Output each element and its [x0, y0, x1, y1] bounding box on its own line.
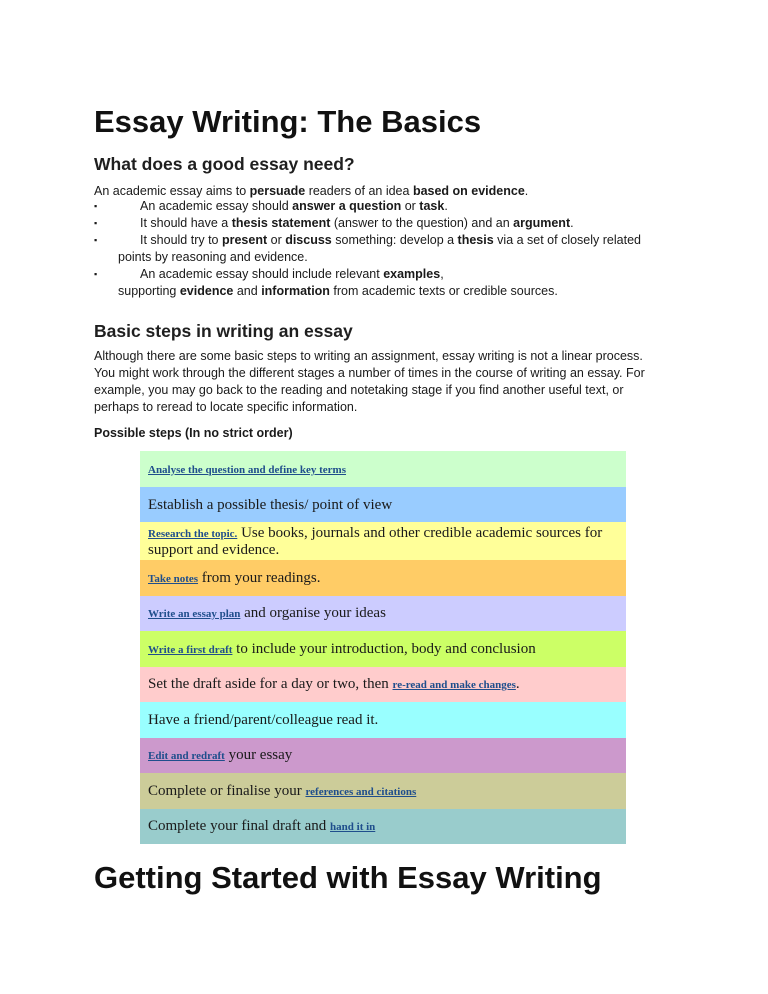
list-item-text: [94, 232, 694, 249]
text-run: from your readings.: [198, 569, 321, 586]
steps-label: Possible steps (In no strict order): [94, 426, 293, 440]
text-run: supporting: [118, 284, 180, 298]
step-row: [140, 631, 626, 667]
step-link[interactable]: Analyse the question and define key terms: [148, 463, 347, 476]
step-text: [148, 570, 618, 587]
paragraph-line: You might work through the different stages a number of times in the course of writing an essay. For: [94, 366, 645, 380]
step-row: [140, 773, 626, 809]
step-link[interactable]: hand it in: [330, 821, 376, 833]
text-run: It should try to: [140, 233, 222, 247]
text-run: .: [444, 199, 448, 213]
list-item-text: [94, 198, 694, 215]
step-link[interactable]: re-read and make changes: [392, 679, 516, 691]
bold-text: evidence: [179, 284, 234, 298]
list-item: [94, 215, 694, 232]
bold-text: answer a question: [292, 199, 402, 213]
step-row: [140, 522, 626, 560]
step-link[interactable]: Take notes: [148, 572, 199, 585]
step-row: [140, 487, 626, 522]
text-run: and: [233, 284, 262, 298]
bold-text: task: [419, 199, 445, 213]
text-run: your essay: [224, 747, 293, 763]
step-row: [140, 596, 626, 631]
steps-intro-paragraph: [94, 348, 694, 416]
text-run: Use books, journals and other credible academic sources for support and evidence.: [148, 524, 603, 558]
list-item-continuation: [94, 283, 694, 300]
step-link[interactable]: Write an essay plan: [148, 608, 241, 620]
section-heading-basic-steps: Basic steps in writing an essay: [94, 321, 353, 341]
text-run: from academic texts or credible sources.: [329, 284, 558, 298]
paragraph-line: Although there are some basic steps to writing an assignment, essay writing is not a linear process.: [94, 349, 643, 363]
text-run: .: [515, 676, 520, 692]
bold-text: information: [261, 284, 330, 298]
text-run: Establish a possible thesis/ point of view: [148, 496, 393, 513]
text-run: Complete your final draft and: [148, 818, 331, 834]
bold-text: discuss: [285, 233, 332, 247]
step-text: [148, 461, 618, 478]
step-text: [148, 605, 618, 622]
list-item-text: [94, 215, 694, 232]
steps-table: [140, 451, 626, 844]
step-row: [140, 809, 626, 844]
bullet-square-icon: ▪: [94, 235, 98, 245]
bold-text: thesis: [457, 233, 494, 247]
text-run: Set the draft aside for a day or two, then: [148, 676, 393, 692]
text-run: Have a friend/parent/colleague read it.: [148, 712, 379, 728]
text-run: It should have a: [140, 216, 232, 230]
text-run: An academic essay should include relevant: [140, 267, 384, 281]
text-run: (answer to the question) and an: [330, 216, 514, 230]
step-row: [140, 738, 626, 773]
bold-text: examples: [383, 267, 441, 281]
list-item: [94, 198, 694, 215]
text-run: points by reasoning and evidence.: [118, 250, 308, 264]
paragraph-line: example, you may go back to the reading and notetaking stage if you find another useful text, or: [94, 383, 624, 397]
step-text: [148, 497, 618, 513]
step-text: [148, 747, 618, 764]
bullet-square-icon: ▪: [94, 269, 98, 279]
step-link[interactable]: Research the topic.: [148, 527, 238, 540]
bold-text: persuade: [249, 184, 306, 198]
list-item: [94, 232, 694, 266]
list-item-text: [94, 266, 694, 283]
text-run: .: [570, 216, 574, 230]
bullet-square-icon: ▪: [94, 201, 98, 211]
bold-text: thesis statement: [231, 216, 331, 230]
step-text: [148, 783, 618, 800]
step-link[interactable]: Write a first draft: [148, 643, 233, 656]
text-run: and organise your ideas: [240, 605, 386, 621]
step-row: [140, 702, 626, 738]
text-run: .: [524, 184, 529, 198]
section-heading-good-essay: What does a good essay need?: [94, 154, 355, 174]
page-title: Essay Writing: The Basics: [94, 104, 482, 139]
text-run: or: [267, 233, 286, 247]
paragraph-line: perhaps to reread to locate specific information.: [94, 400, 358, 414]
text-run: readers of an idea: [305, 184, 413, 198]
step-row: [140, 451, 626, 487]
requirements-list: [94, 198, 694, 300]
text-run: something: develop a: [331, 233, 458, 247]
text-run: Complete or finalise your: [148, 782, 306, 799]
list-item: [94, 266, 694, 300]
text-run: to include your introduction, body and conclusion: [232, 640, 536, 657]
list-item-continuation: [94, 249, 694, 266]
step-text: [148, 525, 618, 558]
text-run: via a set of closely related: [493, 233, 641, 247]
step-text: [148, 676, 618, 693]
step-text: [148, 818, 618, 835]
section-title-getting-started: Getting Started with Essay Writing: [94, 860, 602, 895]
step-link[interactable]: Edit and redraft: [148, 750, 225, 762]
step-text: [148, 641, 618, 658]
step-row: [140, 667, 626, 702]
bold-text: based on evidence: [412, 184, 525, 198]
text-run: ,: [440, 267, 444, 281]
step-row: [140, 560, 626, 596]
step-link[interactable]: references and citations: [305, 785, 417, 798]
step-text: [148, 712, 618, 728]
bullet-square-icon: ▪: [94, 218, 98, 228]
text-run: An academic essay should: [140, 199, 293, 213]
text-run: or: [401, 199, 420, 213]
bold-text: present: [221, 233, 268, 247]
bold-text: argument: [513, 216, 571, 230]
text-run: An academic essay aims to: [94, 184, 250, 198]
